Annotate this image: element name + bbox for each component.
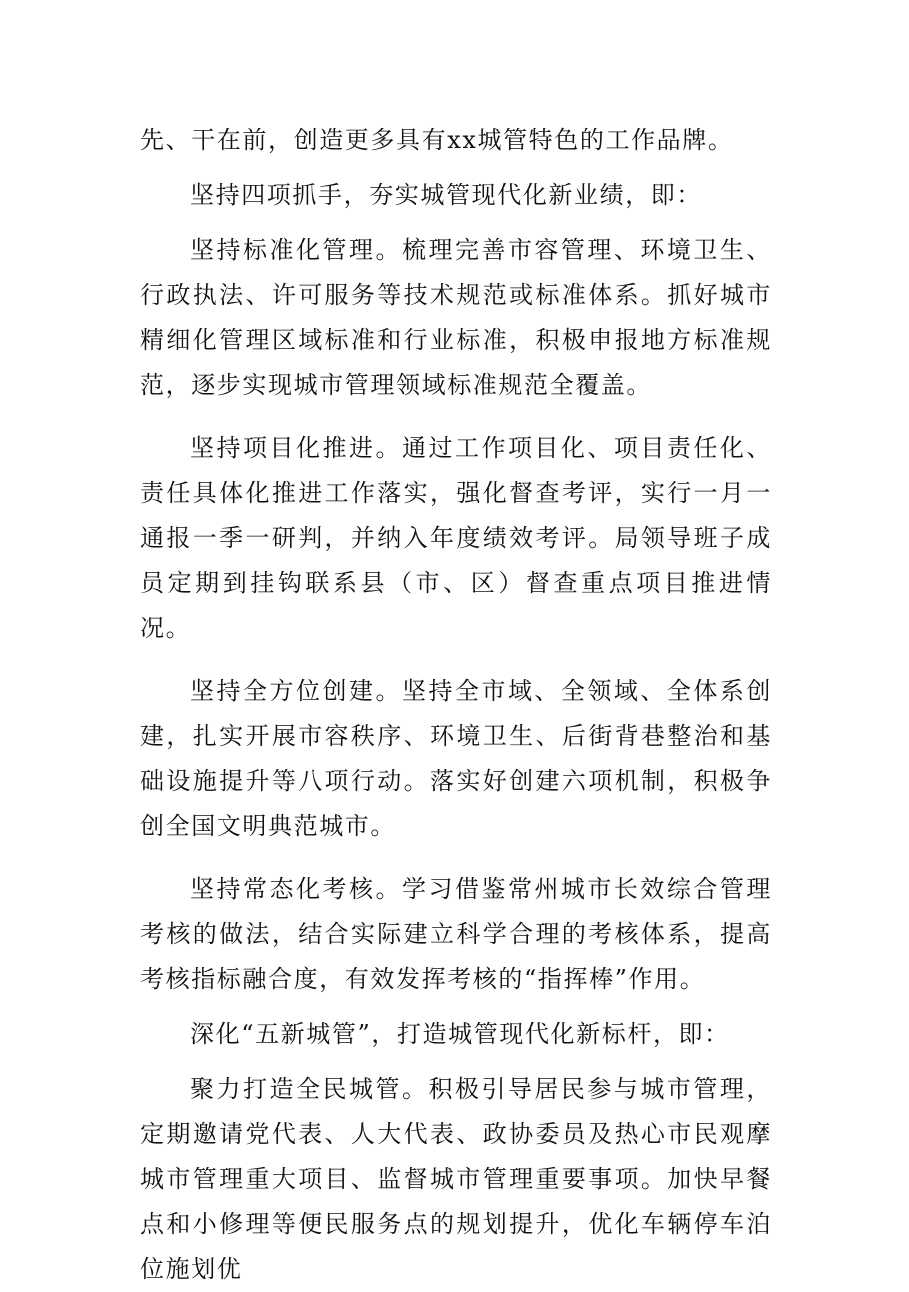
paragraph-section-heading-four-measures: 坚持四项抓手，夯实城管现代化新业绩，即： xyxy=(190,181,702,209)
paragraph-routine-assessment: 坚持常态化考核。学习借鉴常州城市长效综合管理考核的做法，结合实际建立科学合理的考核体系，提高考核指标融合度，有效发挥考核的“指挥棒”作用。 xyxy=(140,875,772,993)
paragraph-citizen-participation: 聚力打造全民城管。积极引导居民参与城市管理，定期邀请党代表、人大代表、政协委员及热心市民观摩城市管理重大项目、监督城市管理重要事项。加快早餐点和小修理等便民服务点的规划提升，优化车辆停车泊位施划优 xyxy=(140,1075,772,1283)
paragraph-continuation: 先、干在前，创造更多具有xx城管特色的工作品牌。 xyxy=(140,126,734,154)
paragraph-section-heading-five-new: 深化“五新城管”，打造城管现代化新标杆，即： xyxy=(190,1020,730,1048)
document-body xyxy=(140,118,772,1292)
paragraph-all-round-creation: 坚持全方位创建。坚持全市域、全领域、全体系创建，扎实开展市容秩序、环境卫生、后街背巷整治和基础设施提升等八项行动。落实好创建六项机制，积极争创全国文明典范城市。 xyxy=(140,677,772,840)
paragraph-project-promotion: 坚持项目化推进。通过工作项目化、项目责任化、责任具体化推进工作落实，强化督查考评，实行一月一通报一季一研判，并纳入年度绩效考评。局领导班子成员定期到挂钩联系县（市、区）督查重点项目推进情况。 xyxy=(140,434,772,642)
paragraph-standardization: 坚持标准化管理。梳理完善市容管理、环境卫生、行政执法、许可服务等技术规范或标准体系。抓好城市精细化管理区域标准和行业标准，积极申报地方标准规范，逐步实现城市管理领域标准规范全覆盖。 xyxy=(140,236,772,399)
